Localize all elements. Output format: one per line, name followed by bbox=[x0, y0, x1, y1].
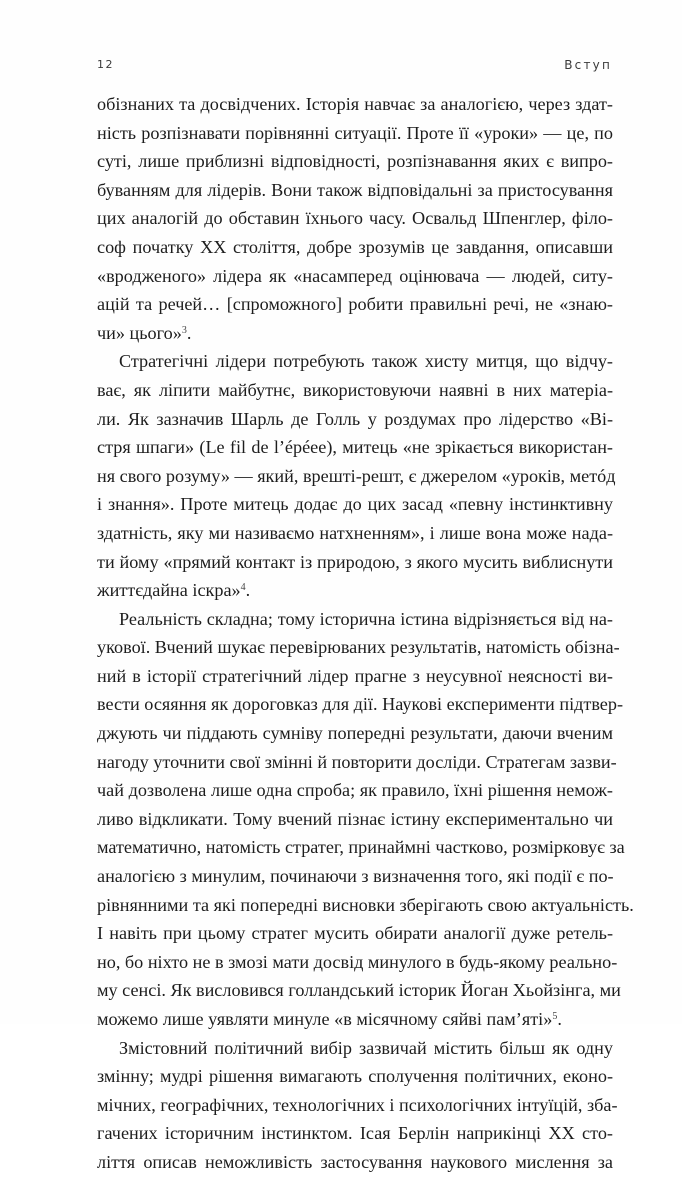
line-text: чай дозволена лише одна спроба; як правило, їхні рішення немож- bbox=[97, 780, 613, 801]
line-text: Реальність складна; тому історична істина відрізняється від на- bbox=[119, 608, 613, 629]
line-text: Змістовний політичний вибір зазвичай містить більш як одну bbox=[119, 1037, 613, 1058]
page-number: 12 bbox=[97, 58, 114, 71]
line-text: обізнаних та досвідчених. Історія навчає за аналогією, через здат- bbox=[97, 94, 613, 114]
text-line bbox=[97, 662, 613, 691]
line-text: вести осяяння як дороговказ для дії. Наукові експерименти підтвер- bbox=[97, 694, 624, 715]
text-line bbox=[97, 690, 624, 719]
text-line bbox=[97, 233, 613, 262]
line-text: му сенсі. Як висловився голландський історик Йоган Хьойзінга, ми bbox=[97, 980, 621, 1001]
line-text: життєдайна іскра» bbox=[97, 580, 241, 601]
text-line bbox=[97, 519, 613, 548]
line-text: І навіть при цьому стратег мусить обирати аналогії дуже ретель- bbox=[97, 923, 613, 944]
text-line bbox=[97, 119, 613, 148]
text-line bbox=[97, 176, 613, 205]
text-line bbox=[97, 405, 613, 434]
line-text: можемо лише уявляти минуле «в місячному сяйві пам’яті» bbox=[97, 1009, 553, 1029]
line-text: Стратегічні лідери потребують також хисту митця, що відчу- bbox=[119, 351, 613, 372]
line-text: ли. Як зазначив Шарль де Голль у роздумах про лідерство «Ві- bbox=[97, 408, 613, 429]
text-line bbox=[97, 548, 613, 577]
text-line bbox=[97, 605, 613, 634]
line-text: чи» цього» bbox=[97, 322, 182, 343]
text-line bbox=[97, 1148, 613, 1177]
trailing-punctuation: . bbox=[245, 580, 251, 601]
text-line bbox=[97, 490, 613, 519]
text-line bbox=[97, 462, 616, 491]
text-line bbox=[97, 1034, 613, 1063]
text-line bbox=[97, 633, 620, 662]
line-text: математично, натомість стратег, принаймні частково, розмірковує за bbox=[97, 837, 625, 858]
text-line bbox=[97, 433, 613, 462]
running-head bbox=[97, 58, 612, 76]
footnote-marker[interactable]: 5 bbox=[552, 1011, 558, 1022]
line-text: но, бо ніхто не в змозі мати досвід минулого в будь-якому реально- bbox=[97, 951, 618, 972]
line-text: суті, лише приблизні відповідності, розпізнавання яких є випро- bbox=[97, 151, 613, 172]
text-line bbox=[97, 376, 613, 405]
line-text: ливо відкликати. Тому вчений пізнає істину експериментально чи bbox=[97, 808, 613, 829]
text-line bbox=[97, 948, 618, 977]
text-line bbox=[97, 1119, 613, 1148]
line-text: «вродженого» лідера як «насамперед оцінювача — людей, ситу- bbox=[97, 265, 613, 286]
line-text: нагоду уточнити свої змінні й повторити досліди. Стратегам зазви- bbox=[97, 751, 617, 772]
text-line bbox=[97, 347, 613, 376]
line-text: соф початку XX століття, добре зрозумів це завдання, описавши bbox=[97, 236, 613, 257]
text-line bbox=[97, 862, 613, 891]
text-line bbox=[97, 319, 613, 348]
line-text: мічних, географічних, технологічних і психологічних інтуїцій, зба- bbox=[97, 1094, 618, 1115]
line-text: ває, як ліпити майбутнє, використовуючи наявні в них матеріа- bbox=[97, 379, 613, 400]
line-text: цих аналогій до обставин їхнього часу. Освальд Шпенглер, філо- bbox=[97, 208, 613, 229]
text-line bbox=[97, 1005, 613, 1034]
text-line bbox=[97, 1091, 618, 1120]
line-text: ацій та речей… [спроможного] робити правильні речі, не «знаю- bbox=[97, 294, 613, 315]
line-text: ний в історії стратегічний лідер прагне з неусувної неясності ви- bbox=[97, 665, 613, 686]
line-text: змінну; мудрі рішення вимагають сполучення політичних, еконо- bbox=[97, 1066, 613, 1087]
line-text: джують чи піддають сумніву попередні результати, даючи вченим bbox=[97, 723, 613, 744]
text-line bbox=[97, 833, 625, 862]
text-line bbox=[97, 262, 613, 291]
line-text: укової. Вчений шукає перевірюваних результатів, натомість обізна- bbox=[97, 637, 620, 658]
footnote-marker[interactable]: 3 bbox=[181, 324, 187, 336]
paragraph bbox=[97, 347, 616, 604]
line-text: ня свого розуму» — який, врешті-решт, є джерелом «уроків, метóд bbox=[97, 465, 616, 486]
text-line bbox=[97, 805, 613, 834]
body-text bbox=[97, 90, 634, 1177]
text-line bbox=[97, 1062, 613, 1091]
text-line bbox=[97, 748, 617, 777]
trailing-punctuation: . bbox=[186, 322, 192, 343]
line-text: ти йому «прямий контакт із природою, з якого мусить виблиснути bbox=[97, 551, 613, 572]
footnote-marker[interactable]: 4 bbox=[240, 582, 246, 594]
line-text: ність розпізнавати порівнянні ситуації. Проте її «уроки» — це, по bbox=[97, 122, 613, 143]
section-title: Вступ bbox=[564, 58, 612, 72]
text-line bbox=[97, 90, 613, 119]
text-line bbox=[97, 204, 613, 233]
text-line bbox=[97, 576, 613, 605]
text-line bbox=[97, 976, 621, 1005]
text-line bbox=[97, 290, 613, 319]
paragraph bbox=[97, 90, 613, 347]
line-text: ліття описав неможливість застосування наукового мислення за bbox=[97, 1151, 613, 1172]
line-text: гачених історичним інстинктом. Ісая Берлін наприкінці XX сто- bbox=[97, 1123, 613, 1144]
line-text: і знання». Проте митець додає до цих засад «певну інстинктивну bbox=[97, 494, 613, 515]
text-line bbox=[97, 719, 613, 748]
line-text: буванням для лідерів. Вони також відповідальні за пристосування bbox=[97, 179, 613, 200]
text-line bbox=[97, 891, 634, 920]
trailing-punctuation: . bbox=[557, 1009, 562, 1029]
text-line bbox=[97, 919, 613, 948]
text-line bbox=[97, 147, 613, 176]
paragraph bbox=[97, 605, 634, 1034]
line-text: аналогією з минулим, починаючи з визначення того, які події є по- bbox=[97, 866, 614, 887]
paragraph bbox=[97, 1034, 618, 1177]
line-text: здатність, яку ми називаємо натхненням», і лише вона може нада- bbox=[97, 522, 613, 543]
text-line bbox=[97, 776, 613, 805]
line-text: рівнянними та які попередні висновки зберігають свою актуальність. bbox=[97, 894, 634, 915]
line-text: стря шпаги» (Le fil de l’épéee), митець «не зрікається використан- bbox=[97, 437, 613, 458]
